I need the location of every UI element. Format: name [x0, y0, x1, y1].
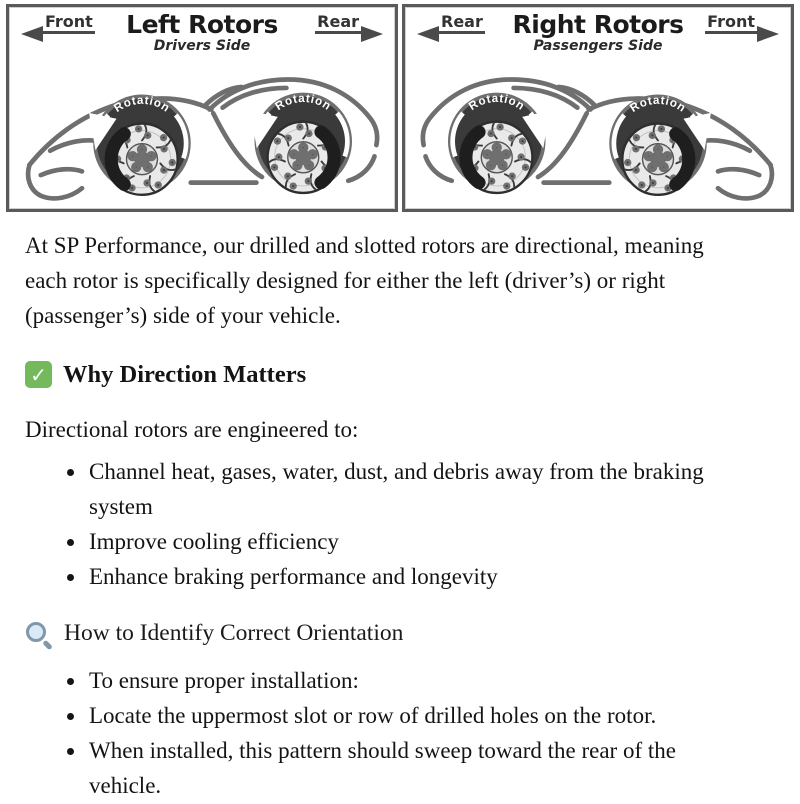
list-item: • Locate the uppermost slot or row of drilled holes on the rotor.: [87, 698, 737, 733]
list-item: • Enhance braking performance and longevity: [87, 559, 737, 594]
arrow-right-icon: [757, 26, 779, 42]
arrow-left-icon: [21, 26, 43, 42]
rear-direction-label: [417, 14, 485, 34]
list-item: • Improve cooling efficiency: [87, 524, 737, 559]
rotation-label: Rotation: [272, 91, 334, 114]
panel-title: Right Rotors: [512, 10, 684, 39]
car-illustration-right: [405, 57, 791, 207]
panel-subtitle: Drivers Side: [153, 37, 251, 54]
heading-text: Why Direction Matters: [63, 361, 307, 388]
list-item: • To ensure proper installation:: [87, 663, 737, 698]
intro-paragraph: At SP Performance, our drilled and slotted rotors are directional, meaning each rotor is specifically designed for either the left (driver’s) or right (passenger’s) side of your vehicle.: [25, 233, 704, 328]
corner-label: Rear: [315, 14, 361, 34]
arrow-left-icon: [417, 26, 439, 42]
check-icon: ✓: [25, 361, 52, 388]
arrow-right-icon: [361, 26, 383, 42]
left-rotors-panel: [6, 4, 398, 212]
right-rotors-panel: [402, 4, 794, 212]
front-direction-label: [705, 14, 779, 34]
car-illustration-left: [9, 57, 395, 207]
rotation-label: Rotation: [466, 91, 528, 114]
lead-paragraph: Directional rotors are engineered to:: [25, 417, 359, 442]
direction-benefits-list: [25, 454, 775, 594]
article-body: [0, 228, 800, 803]
rotor-direction-figure: [6, 4, 794, 212]
front-direction-label: [21, 14, 95, 34]
panel-title: Left Rotors: [126, 10, 278, 39]
rotation-label: Rotation: [627, 93, 689, 115]
corner-label: Front: [705, 14, 757, 34]
section-heading-orientation: [25, 616, 775, 651]
corner-label: Rear: [439, 14, 485, 34]
rear-direction-label: [315, 14, 383, 34]
list-item: • When installed, this pattern should sweep toward the rear of the vehicle.: [87, 733, 737, 803]
section-heading-direction: [25, 357, 775, 392]
magnifier-icon: [25, 620, 53, 648]
list-item: • Channel heat, gases, water, dust, and debris away from the braking system: [87, 454, 737, 524]
panel-subtitle: Passengers Side: [533, 37, 663, 54]
rotation-label: Rotation: [111, 93, 173, 115]
corner-label: Front: [43, 14, 95, 34]
orientation-steps-list: [25, 663, 775, 803]
heading-text: How to Identify Correct Orientation: [64, 620, 404, 646]
